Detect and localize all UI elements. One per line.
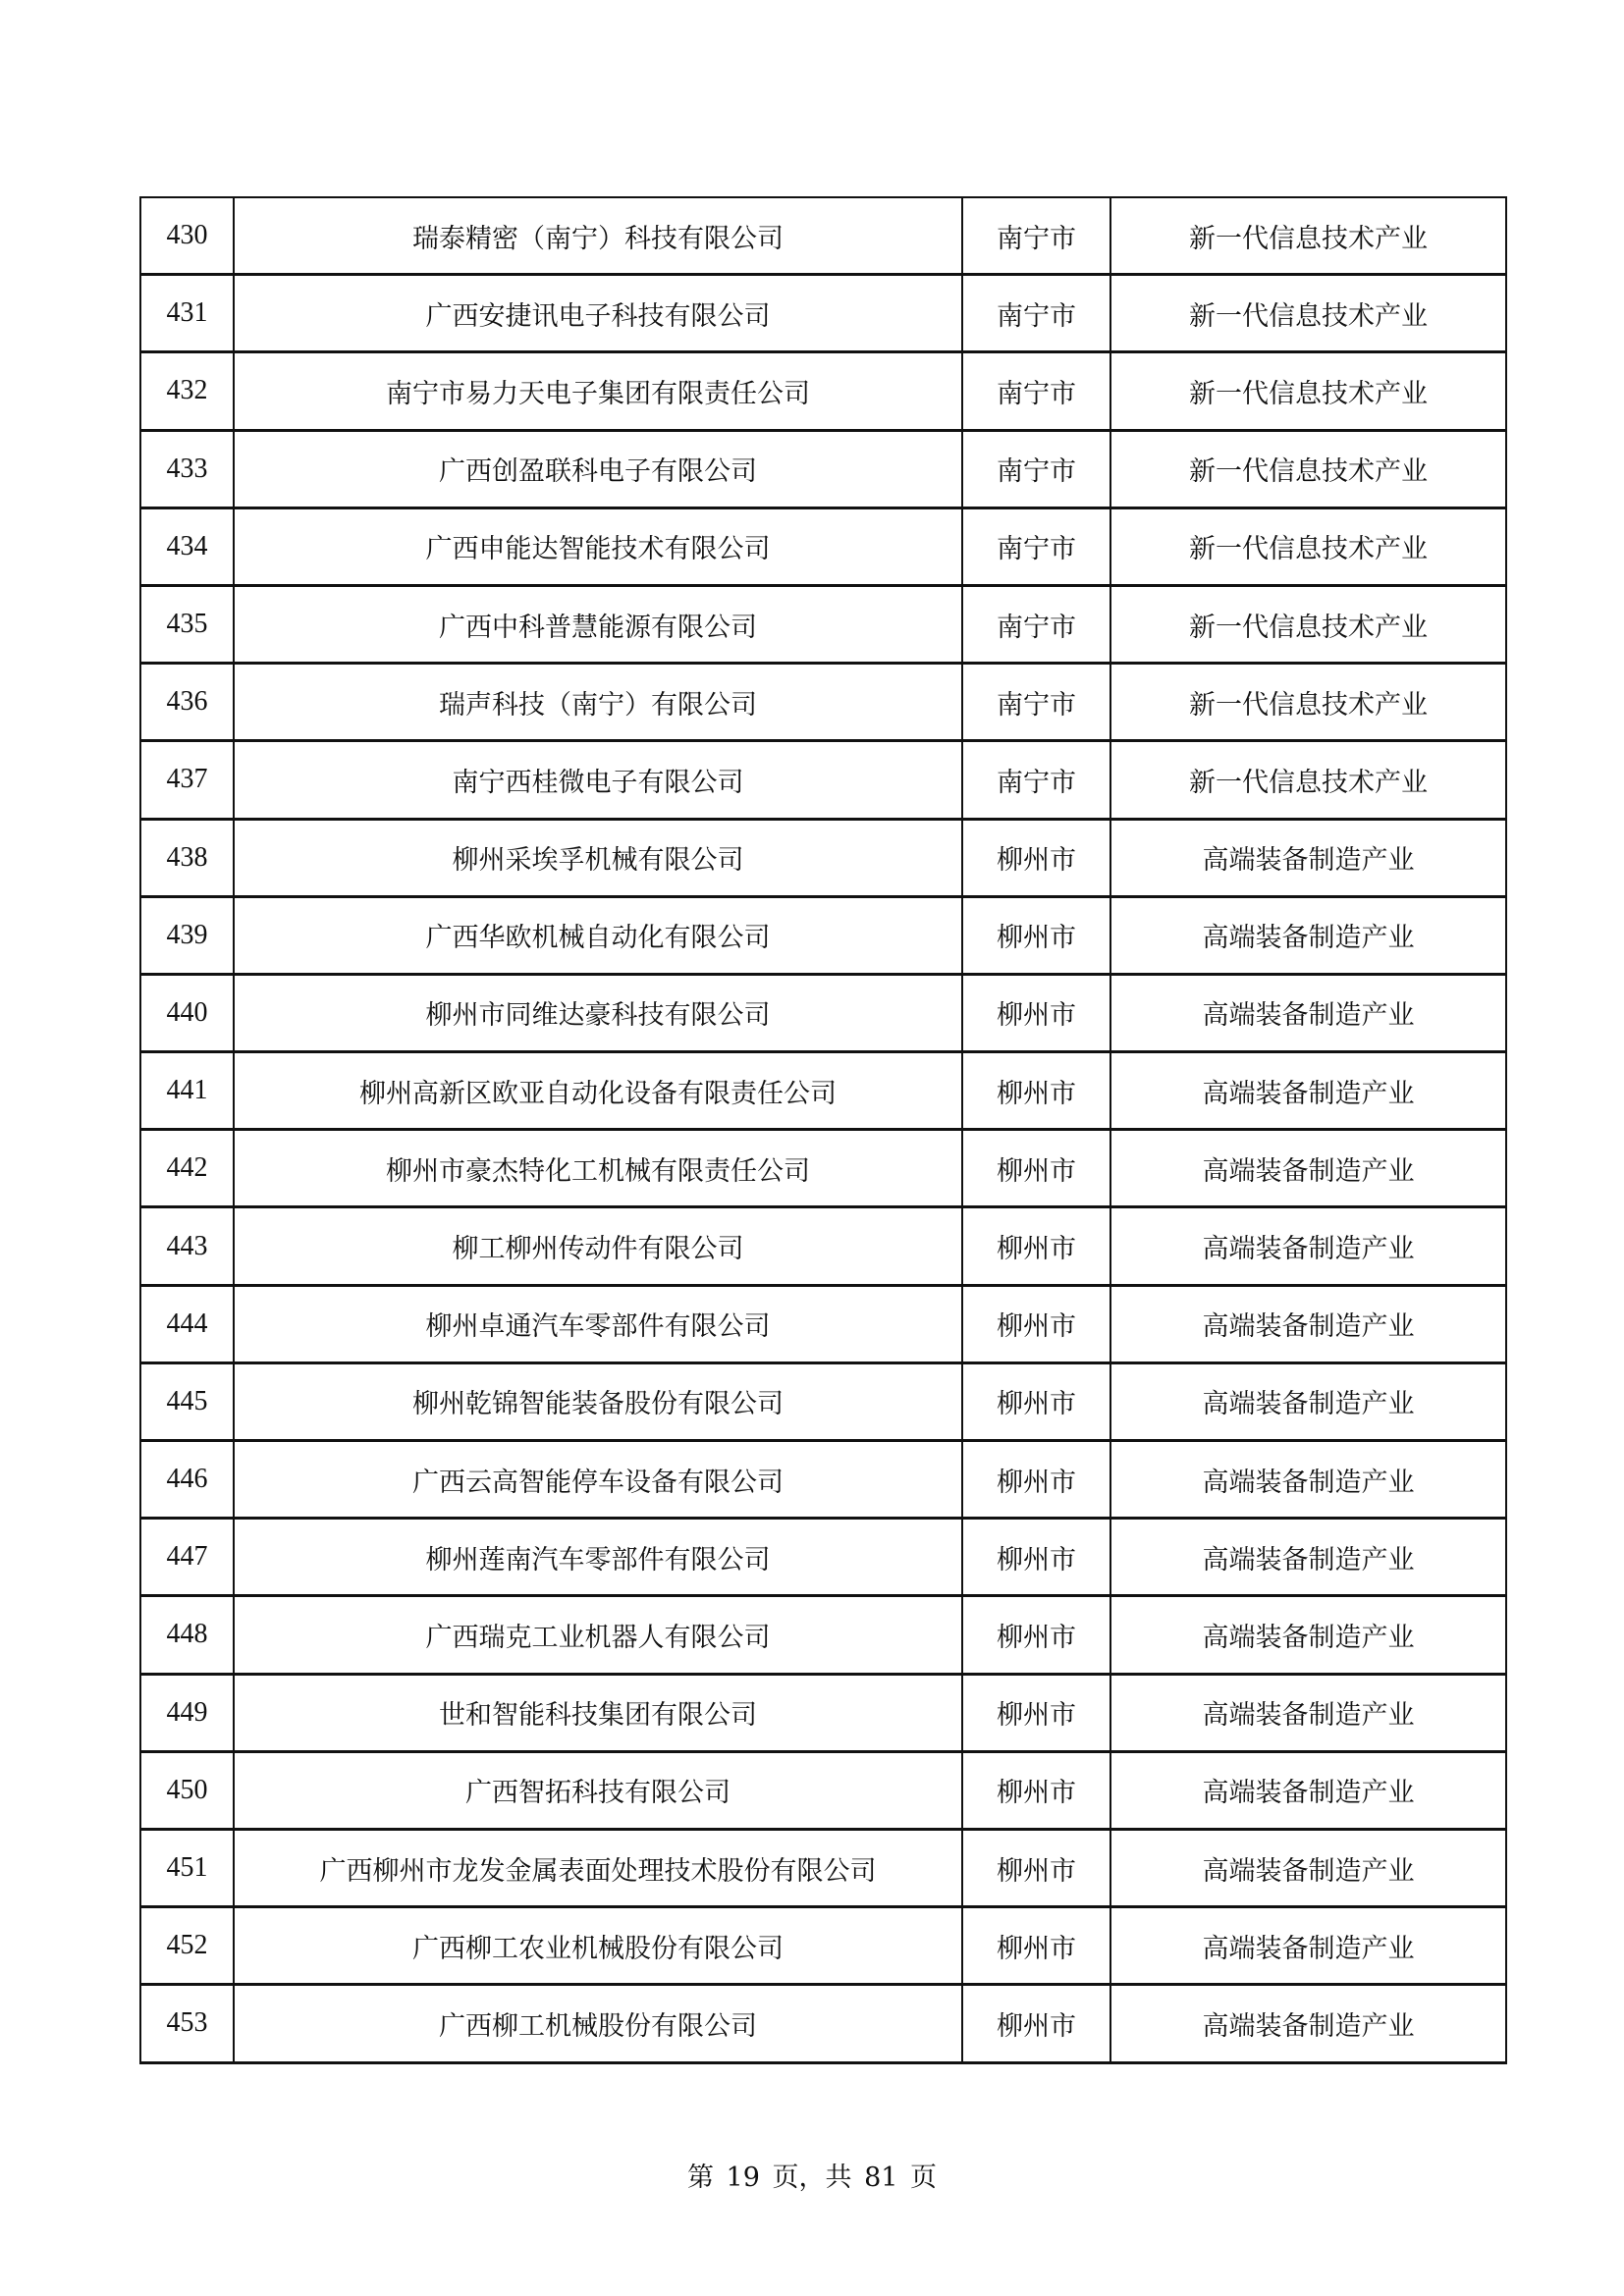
company-name: 广西柳工农业机械股份有限公司 [234, 1907, 962, 1985]
row-number: 431 [140, 275, 234, 352]
city: 南宁市 [962, 352, 1110, 430]
industry: 高端装备制造产业 [1110, 1985, 1506, 2062]
company-name: 世和智能科技集团有限公司 [234, 1674, 962, 1751]
table-row [140, 430, 1506, 507]
city: 柳州市 [962, 819, 1110, 896]
industry: 新一代信息技术产业 [1110, 430, 1506, 507]
row-number: 445 [140, 1362, 234, 1440]
row-number: 452 [140, 1907, 234, 1985]
table-row [140, 1052, 1506, 1130]
city: 南宁市 [962, 197, 1110, 275]
row-number: 433 [140, 430, 234, 507]
city: 柳州市 [962, 1285, 1110, 1362]
city: 南宁市 [962, 664, 1110, 741]
city: 南宁市 [962, 430, 1110, 507]
industry: 高端装备制造产业 [1110, 1674, 1506, 1751]
total-pages: 81 [864, 2163, 898, 2193]
row-number: 434 [140, 507, 234, 585]
row-number: 450 [140, 1751, 234, 1829]
industry: 新一代信息技术产业 [1110, 507, 1506, 585]
city: 南宁市 [962, 741, 1110, 819]
industry: 高端装备制造产业 [1110, 1285, 1506, 1362]
table-row [140, 1285, 1506, 1362]
industry: 新一代信息技术产业 [1110, 275, 1506, 352]
city: 南宁市 [962, 585, 1110, 663]
industry: 高端装备制造产业 [1110, 1907, 1506, 1985]
industry: 高端装备制造产业 [1110, 1441, 1506, 1519]
industry: 新一代信息技术产业 [1110, 585, 1506, 663]
table-row [140, 819, 1506, 896]
industry: 新一代信息技术产业 [1110, 664, 1506, 741]
table-row [140, 197, 1506, 275]
company-name: 柳州莲南汽车零部件有限公司 [234, 1519, 962, 1596]
row-number: 438 [140, 819, 234, 896]
table-row [140, 741, 1506, 819]
row-number: 442 [140, 1130, 234, 1207]
industry: 新一代信息技术产业 [1110, 741, 1506, 819]
city: 南宁市 [962, 507, 1110, 585]
table-row [140, 974, 1506, 1051]
table-row [140, 1519, 1506, 1596]
city: 柳州市 [962, 1052, 1110, 1130]
city: 柳州市 [962, 1441, 1110, 1519]
industry: 高端装备制造产业 [1110, 1052, 1506, 1130]
company-name: 广西云高智能停车设备有限公司 [234, 1441, 962, 1519]
city: 柳州市 [962, 1207, 1110, 1285]
row-number: 446 [140, 1441, 234, 1519]
page-footer [0, 2156, 1624, 2194]
row-number: 447 [140, 1519, 234, 1596]
table-row [140, 1907, 1506, 1985]
row-number: 444 [140, 1285, 234, 1362]
footer-suffix: 页 [910, 2163, 938, 2193]
row-number: 448 [140, 1596, 234, 1674]
industry: 新一代信息技术产业 [1110, 197, 1506, 275]
table-row [140, 1362, 1506, 1440]
company-name: 广西申能达智能技术有限公司 [234, 507, 962, 585]
row-number: 451 [140, 1829, 234, 1906]
industry: 高端装备制造产业 [1110, 1829, 1506, 1906]
city: 柳州市 [962, 1596, 1110, 1674]
company-name: 广西智拓科技有限公司 [234, 1751, 962, 1829]
table-row [140, 1985, 1506, 2062]
industry: 高端装备制造产业 [1110, 896, 1506, 974]
table-row [140, 1751, 1506, 1829]
city: 柳州市 [962, 1130, 1110, 1207]
company-name: 南宁西桂微电子有限公司 [234, 741, 962, 819]
table-row [140, 1829, 1506, 1906]
city: 柳州市 [962, 1907, 1110, 1985]
table-row [140, 1674, 1506, 1751]
company-name: 广西华欧机械自动化有限公司 [234, 896, 962, 974]
table-row [140, 585, 1506, 663]
city: 柳州市 [962, 1985, 1110, 2062]
city: 柳州市 [962, 1829, 1110, 1906]
industry: 高端装备制造产业 [1110, 1130, 1506, 1207]
company-name: 广西柳州市龙发金属表面处理技术股份有限公司 [234, 1829, 962, 1906]
industry: 高端装备制造产业 [1110, 1596, 1506, 1674]
company-name: 广西中科普慧能源有限公司 [234, 585, 962, 663]
city: 南宁市 [962, 275, 1110, 352]
industry: 高端装备制造产业 [1110, 1362, 1506, 1440]
row-number: 439 [140, 896, 234, 974]
row-number: 453 [140, 1985, 234, 2062]
company-name: 柳州卓通汽车零部件有限公司 [234, 1285, 962, 1362]
company-name: 广西瑞克工业机器人有限公司 [234, 1596, 962, 1674]
row-number: 436 [140, 664, 234, 741]
industry: 高端装备制造产业 [1110, 1207, 1506, 1285]
company-name: 柳州市豪杰特化工机械有限责任公司 [234, 1130, 962, 1207]
city: 柳州市 [962, 974, 1110, 1051]
city: 柳州市 [962, 1674, 1110, 1751]
company-table [139, 196, 1507, 2064]
company-name: 柳州采埃孚机械有限公司 [234, 819, 962, 896]
table-row [140, 507, 1506, 585]
city: 柳州市 [962, 1751, 1110, 1829]
row-number: 449 [140, 1674, 234, 1751]
industry: 高端装备制造产业 [1110, 819, 1506, 896]
row-number: 430 [140, 197, 234, 275]
company-name: 广西安捷讯电子科技有限公司 [234, 275, 962, 352]
industry: 高端装备制造产业 [1110, 1751, 1506, 1829]
city: 柳州市 [962, 1362, 1110, 1440]
table-row [140, 352, 1506, 430]
table-row [140, 1441, 1506, 1519]
industry: 高端装备制造产业 [1110, 1519, 1506, 1596]
row-number: 437 [140, 741, 234, 819]
company-name: 柳工柳州传动件有限公司 [234, 1207, 962, 1285]
table-row [140, 275, 1506, 352]
industry: 高端装备制造产业 [1110, 974, 1506, 1051]
company-name: 瑞声科技（南宁）有限公司 [234, 664, 962, 741]
table-row [140, 664, 1506, 741]
table-row [140, 1207, 1506, 1285]
footer-prefix: 第 [686, 2163, 714, 2193]
row-number: 432 [140, 352, 234, 430]
city: 柳州市 [962, 896, 1110, 974]
footer-mid: 页，共 [772, 2163, 852, 2193]
company-name: 柳州高新区欧亚自动化设备有限责任公司 [234, 1052, 962, 1130]
page-number: 19 [726, 2163, 760, 2193]
table-row [140, 896, 1506, 974]
city: 柳州市 [962, 1519, 1110, 1596]
company-name: 南宁市易力天电子集团有限责任公司 [234, 352, 962, 430]
company-name: 广西柳工机械股份有限公司 [234, 1985, 962, 2062]
row-number: 441 [140, 1052, 234, 1130]
company-name: 广西创盈联科电子有限公司 [234, 430, 962, 507]
table-row [140, 1596, 1506, 1674]
table-row [140, 1130, 1506, 1207]
company-name: 瑞泰精密（南宁）科技有限公司 [234, 197, 962, 275]
row-number: 440 [140, 974, 234, 1051]
company-name: 柳州乾锦智能装备股份有限公司 [234, 1362, 962, 1440]
industry: 新一代信息技术产业 [1110, 352, 1506, 430]
row-number: 435 [140, 585, 234, 663]
company-name: 柳州市同维达豪科技有限公司 [234, 974, 962, 1051]
row-number: 443 [140, 1207, 234, 1285]
